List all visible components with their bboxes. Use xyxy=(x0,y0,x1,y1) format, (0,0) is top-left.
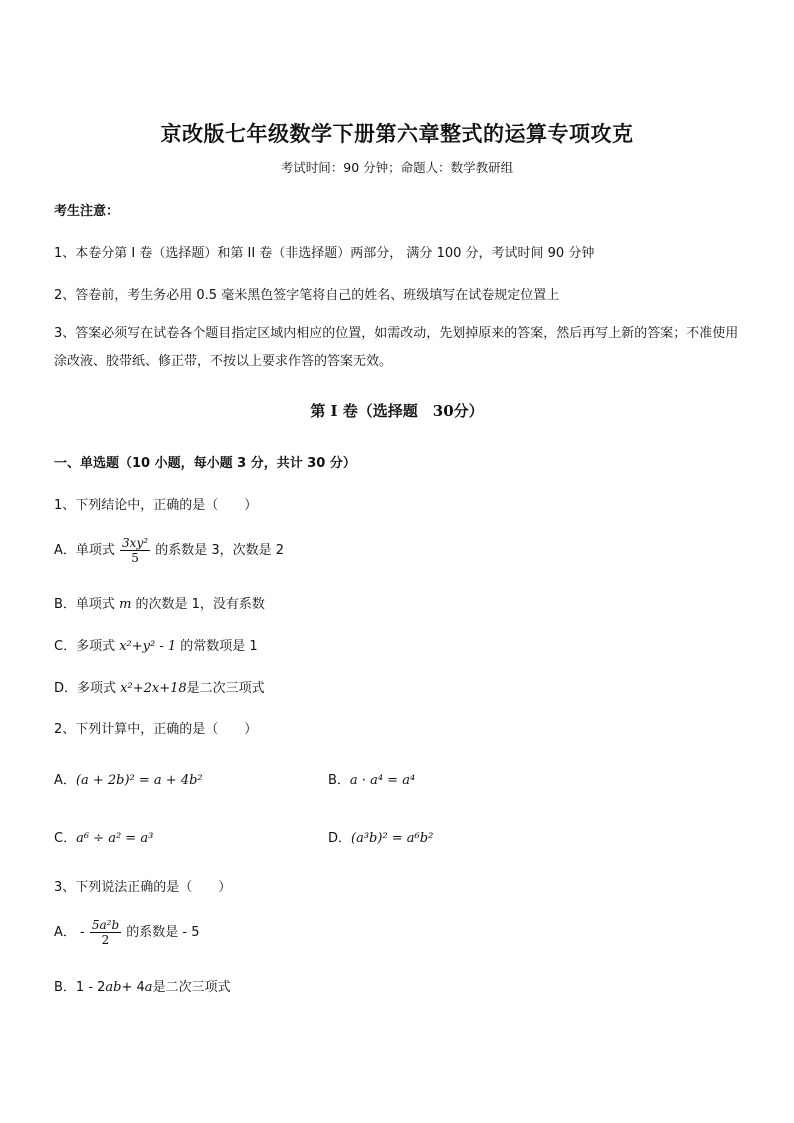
question-2-stem: 2、下列计算中，正确的是（ ） xyxy=(54,722,258,737)
fraction-denominator: 2 xyxy=(101,933,110,947)
math-expression: x²+2x+18 xyxy=(120,681,187,696)
question-3-option-a xyxy=(54,918,200,947)
fraction-denominator: 5 xyxy=(131,551,139,565)
math-expression: ab xyxy=(105,980,122,995)
fraction xyxy=(90,918,121,947)
math-variable: a xyxy=(144,980,153,995)
question-2-option-b xyxy=(328,769,415,788)
question-2-option-d xyxy=(328,827,433,846)
question-1-stem: 1、下列结论中，正确的是（ ） xyxy=(54,498,258,513)
fraction-numerator: 5a²b xyxy=(91,918,120,932)
option-label: A．单项式 xyxy=(54,543,115,558)
question-1-option-a xyxy=(54,536,284,565)
option-label: A． - xyxy=(54,925,89,940)
math-expression: (a + 2b)² = a + 4b² xyxy=(75,773,203,788)
question-3-option-b xyxy=(54,976,231,995)
question-1-option-b xyxy=(54,593,265,612)
option-label: A． xyxy=(54,773,76,788)
option-text: C．多项式 xyxy=(54,639,120,654)
question-2-option-c xyxy=(54,827,153,846)
notice-heading: 考生注意： xyxy=(54,204,120,219)
notice-item-3: 3、答案必须写在试卷各个题目指定区域内相应的位置，如需改动，先划掉原来的答案，然后再写上新的答案；不准使用涂改液、胶带纸、修正带，不按以上要求作答的答案无效。 xyxy=(54,326,739,369)
question-1-option-d xyxy=(54,677,265,696)
option-text: 是二次三项式 xyxy=(186,681,265,696)
page-title: 京改版七年级数学下册第六章整式的运算专项攻克 xyxy=(160,121,634,146)
option-text: D．多项式 xyxy=(54,681,121,696)
fraction-numerator: 3xy² xyxy=(122,536,149,550)
option-text: 的系数是 3，次数是 2 xyxy=(155,543,284,558)
math-variable: m xyxy=(119,597,132,612)
option-label: C． xyxy=(54,831,77,846)
question-2-option-a xyxy=(54,769,203,788)
option-label: D． xyxy=(328,831,352,846)
math-expression: x²+y² - 1 xyxy=(119,639,177,654)
notice-item-1: 1、本卷分第 I 卷（选择题）和第 II 卷（非选择题）两部分， 满分 100 分，考试时间 90 分钟 xyxy=(54,246,595,261)
option-text: 是二次三项式 xyxy=(152,980,231,995)
question-1-option-c xyxy=(54,635,258,654)
part-heading: 一、单选题（10 小题，每小题 3 分，共计 30 分） xyxy=(54,456,356,471)
math-expression: (a³b)² = a⁶b² xyxy=(351,831,434,846)
fraction xyxy=(120,536,150,565)
math-expression: a · a⁴ = a⁴ xyxy=(349,773,416,788)
option-text: 的常数项是 1 xyxy=(176,639,258,654)
option-text: + 4 xyxy=(121,980,145,995)
option-text: B．1 - 2 xyxy=(54,980,106,995)
option-text: B．单项式 xyxy=(54,597,120,612)
question-3-stem: 3、下列说法正确的是（ ） xyxy=(54,880,232,895)
section-title: 第 I 卷（选择题 30分） xyxy=(310,402,484,420)
math-expression: a⁶ ÷ a² = a³ xyxy=(76,831,154,846)
exam-info: 考试时间：90 分钟；命题人：数学教研组 xyxy=(280,160,514,175)
option-label: B． xyxy=(328,773,350,788)
option-text: 的次数是 1，没有系数 xyxy=(131,597,265,612)
notice-item-2: 2、答卷前，考生务必用 0.5 毫米黑色签字笔将自己的姓名、班级填写在试卷规定位置上 xyxy=(54,288,560,303)
option-text: 的系数是 - 5 xyxy=(126,925,200,940)
